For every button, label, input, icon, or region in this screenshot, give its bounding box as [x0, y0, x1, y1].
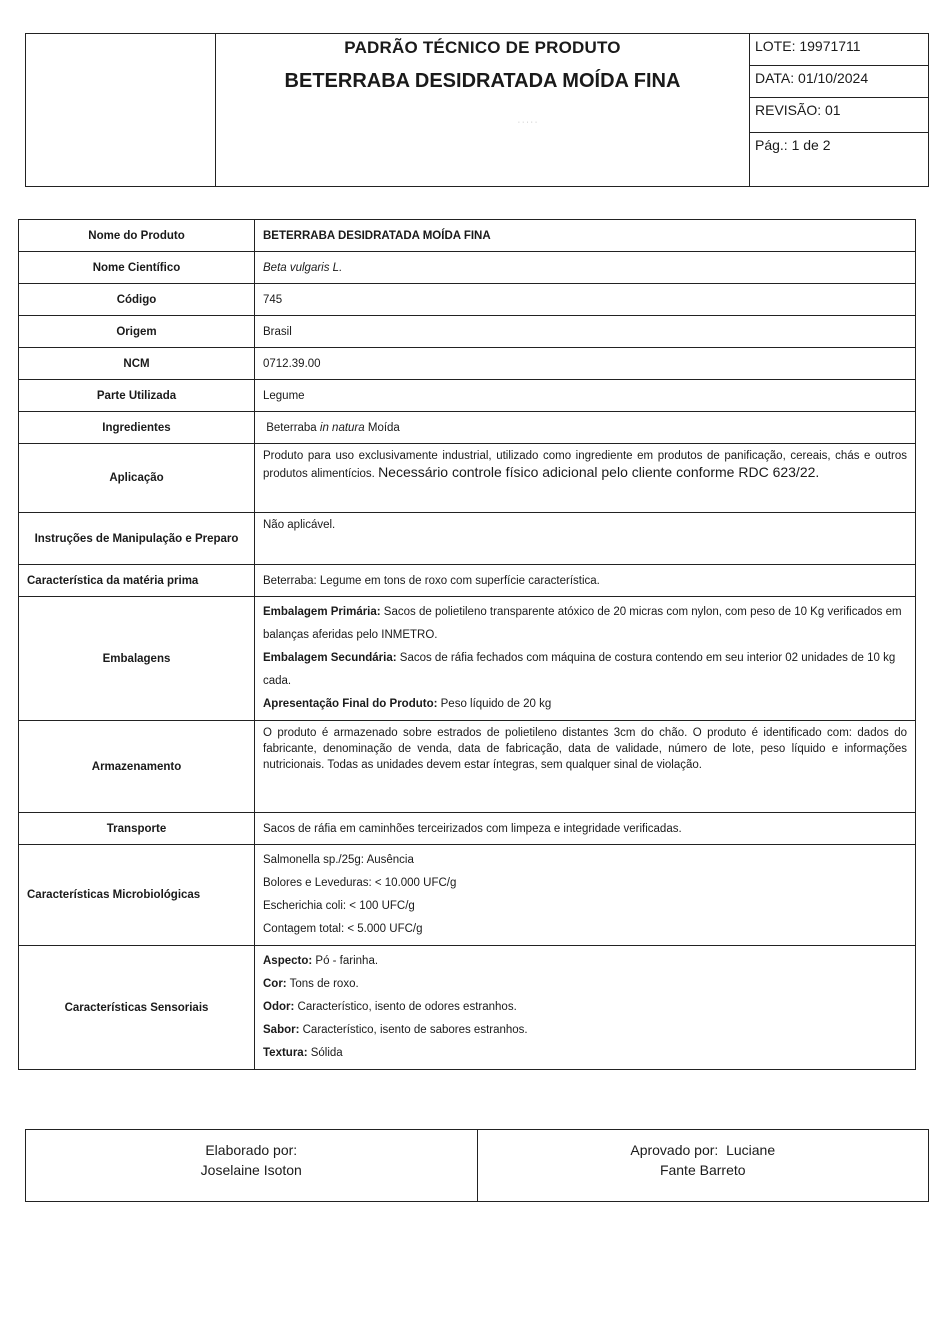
field-key: Textura:	[263, 1047, 308, 1059]
spec-table	[18, 219, 916, 1070]
header-meta	[750, 34, 928, 186]
table-row	[19, 252, 916, 284]
micro-item: Salmonella sp./25g: Ausência	[263, 854, 414, 866]
table-row	[19, 813, 916, 845]
row-value: Legume	[255, 380, 916, 412]
table-row	[19, 597, 916, 721]
field-value: Peso líquido de 20 kg	[437, 698, 552, 710]
application-text: Produto para uso exclusivamente industrial, utilizado como ingrediente em produtos de panificação, cereais, chás e outros produtos alimentícios.	[263, 450, 907, 480]
field-key: Apresentação Final do Produto:	[263, 698, 438, 710]
row-value: Brasil	[255, 316, 916, 348]
document-header	[25, 33, 929, 187]
table-row	[19, 316, 916, 348]
row-value: Beta vulgaris L.	[255, 252, 916, 284]
document-type-title: PADRÃO TÉCNICO DE PRODUTO	[344, 38, 621, 57]
row-label: Parte Utilizada	[19, 380, 255, 412]
row-value	[255, 597, 916, 721]
lote-field: LOTE: 19971711	[750, 34, 928, 66]
table-row	[19, 513, 916, 565]
field-value: Pó - farinha.	[312, 955, 379, 967]
row-label: NCM	[19, 348, 255, 380]
sensory-item	[263, 996, 907, 1019]
elaborado-cell	[26, 1130, 478, 1201]
sensory-item	[263, 950, 907, 973]
aprovado-label: Aprovado por: Luciane	[630, 1142, 776, 1158]
field-key: Odor:	[263, 1001, 295, 1013]
table-row	[19, 721, 916, 813]
row-value	[255, 444, 916, 513]
row-value: 0712.39.00	[255, 348, 916, 380]
product-title: BETERRABA DESIDRATADA MOÍDA FINA	[284, 70, 681, 92]
table-row	[19, 946, 916, 1070]
secondary-packaging	[263, 647, 907, 693]
micro-item: Contagem total: < 5.000 UFC/g	[263, 923, 423, 935]
sensory-item	[263, 973, 907, 996]
row-label: Embalagens	[19, 597, 255, 721]
micro-item: Bolores e Leveduras: < 10.000 UFC/g	[263, 877, 457, 889]
aprovado-name: Fante Barreto	[659, 1162, 746, 1178]
table-row	[19, 845, 916, 946]
row-label: Características Sensoriais	[19, 946, 255, 1070]
row-value	[255, 412, 916, 444]
row-label: Origem	[19, 316, 255, 348]
faint-text: · · · · ·	[517, 119, 538, 126]
sensory-item	[263, 1019, 907, 1042]
table-row	[19, 348, 916, 380]
micro-item: Escherichia coli: < 100 UFC/g	[263, 900, 415, 912]
row-value: O produto é armazenado sobre estrados de polietileno distantes 3cm do chão. O produto é identificado com: dados do fabricante, denominação de venda, data de fabricação, data de validade, número de lote, peso líquido e informações nutricionais. Todas as unidades devem estar íntegras, sem qualquer sinal de violação.	[255, 721, 916, 813]
primary-packaging	[263, 601, 907, 647]
table-row	[19, 220, 916, 252]
elaborado-label: Elaborado por:	[205, 1142, 298, 1158]
elaborado-name: Joselaine Isoton	[200, 1162, 302, 1178]
field-key: Sabor:	[263, 1024, 300, 1036]
ingredient-text: Beterraba	[266, 421, 320, 434]
field-value: Característico, isento de sabores estranhos.	[299, 1024, 528, 1036]
field-value: Sacos de ráfia fechados com máquina de costura contendo em seu interior 02 unidades de 10 kg cada.	[263, 652, 896, 687]
table-row	[19, 412, 916, 444]
row-label: Ingredientes	[19, 412, 255, 444]
row-label: Nome Científico	[19, 252, 255, 284]
signature-footer	[25, 1129, 929, 1202]
revisao-field: REVISÃO: 01	[750, 98, 928, 133]
row-value: Beterraba: Legume em tons de roxo com superfície característica.	[255, 565, 916, 597]
field-value: Sólida	[307, 1047, 343, 1059]
row-value: Não aplicável.	[255, 513, 916, 565]
field-key: Embalagem Secundária:	[263, 652, 397, 664]
row-label: Armazenamento	[19, 721, 255, 813]
data-field: DATA: 01/10/2024	[750, 66, 928, 98]
field-value: Característico, isento de odores estranhos.	[294, 1001, 517, 1013]
table-row	[19, 284, 916, 316]
row-value: 745	[255, 284, 916, 316]
row-label: Nome do Produto	[19, 220, 255, 252]
row-label: Transporte	[19, 813, 255, 845]
page-field: Pág.: 1 de 2	[755, 137, 831, 153]
row-value: BETERRABA DESIDRATADA MOÍDA FINA	[255, 220, 916, 252]
row-label: Código	[19, 284, 255, 316]
row-value	[255, 946, 916, 1070]
table-row	[19, 380, 916, 412]
application-note: Necessário controle físico adicional pelo cliente conforme RDC 623/22.	[378, 464, 820, 480]
aprovado-cell	[478, 1130, 929, 1201]
field-value: Tons de roxo.	[286, 978, 359, 990]
ingredient-italic: in natura	[319, 421, 365, 434]
table-row	[19, 565, 916, 597]
row-label: Característica da matéria prima	[19, 565, 255, 597]
row-label: Características Microbiológicas	[19, 845, 255, 946]
table-row	[19, 444, 916, 513]
row-value: Sacos de ráfia em caminhões terceirizados com limpeza e integridade verificadas.	[255, 813, 916, 845]
ingredient-text: Moída	[364, 421, 400, 434]
row-label: Aplicação	[19, 444, 255, 513]
field-value: Sacos de polietileno transparente atóxico de 20 micras com nylon, com peso de 10 Kg verificados em balanças aferidas pelo INMETRO.	[263, 606, 902, 641]
sensory-item	[263, 1042, 907, 1065]
field-key: Cor:	[263, 978, 287, 990]
row-value	[255, 845, 916, 946]
row-label: Instruções de Manipulação e Preparo	[19, 513, 255, 565]
field-key: Aspecto:	[263, 955, 313, 967]
field-key: Embalagem Primária:	[263, 606, 381, 618]
logo-area	[26, 34, 216, 186]
header-title-block	[216, 34, 750, 186]
final-presentation	[263, 693, 907, 716]
